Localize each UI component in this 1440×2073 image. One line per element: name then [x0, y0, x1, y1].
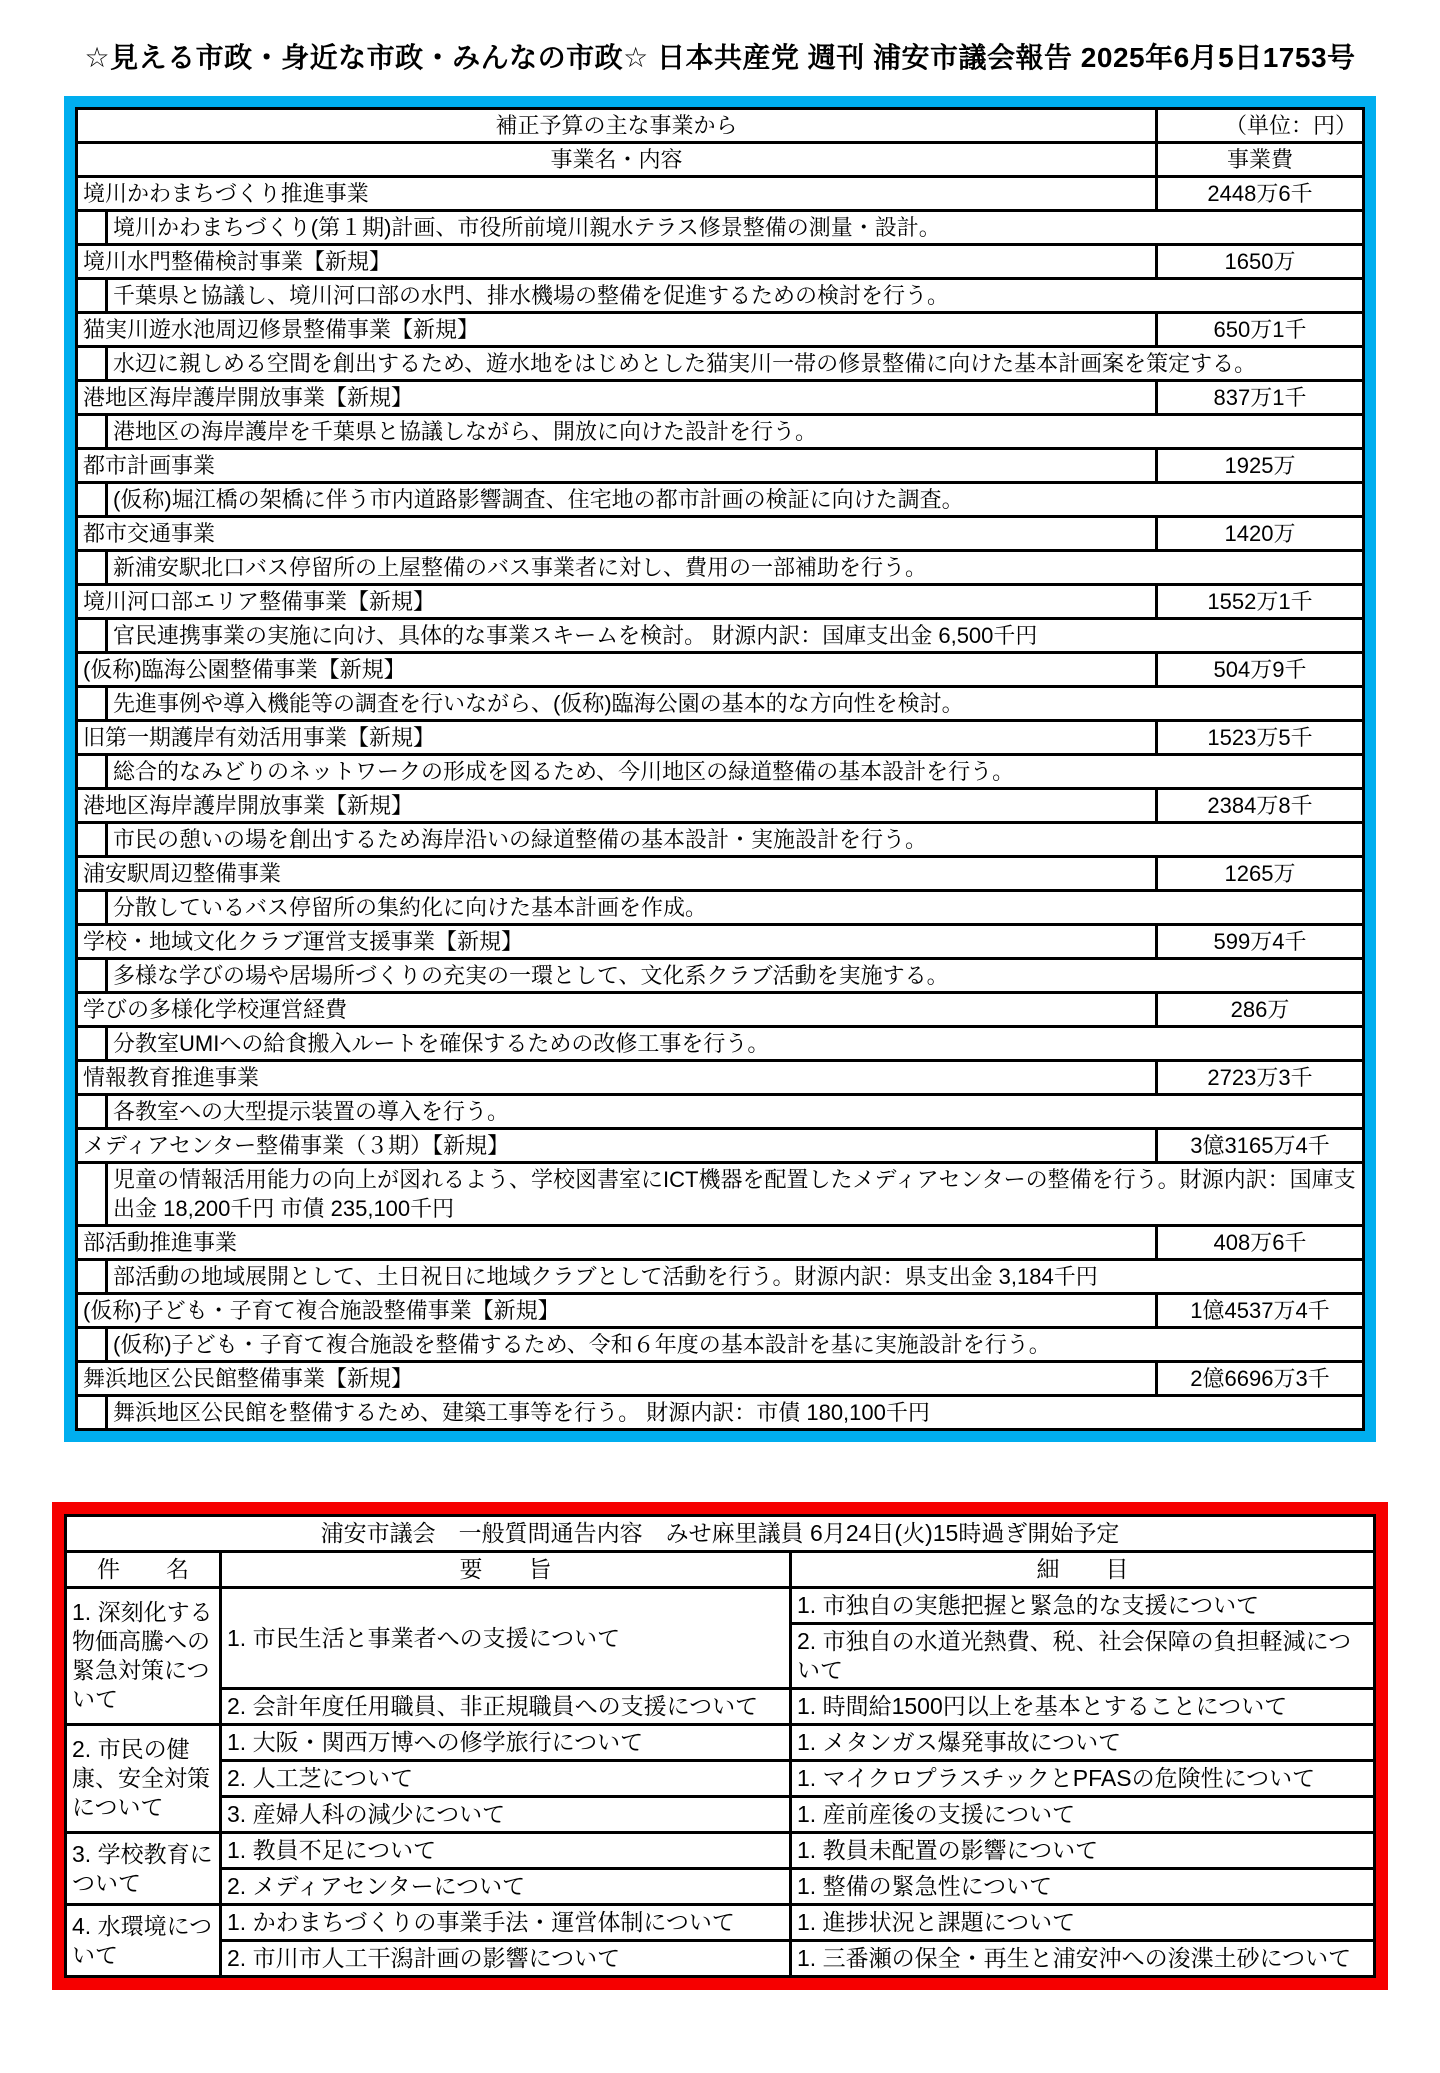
project-description: 官民連携事業の実施に向け、具体的な事業スキームを検討。 財源内訳：国庫支出金 6,500千円	[107, 619, 1364, 653]
project-description: (仮称)子ども・子育て複合施設を整備するため、令和６年度の基本設計を基に実施設計を行う。	[107, 1328, 1364, 1362]
project-cost: 2448万6千	[1157, 177, 1364, 211]
project-name: 学びの多様化学校運営経費	[77, 993, 1157, 1027]
project-cost: 650万1千	[1157, 313, 1364, 347]
question-summary: 1. 教員不足について	[221, 1833, 791, 1869]
indent-cell	[77, 347, 107, 381]
project-cost: 1552万1千	[1157, 585, 1364, 619]
project-description: (仮称)堀江橋の架橋に伴う市内道路影響調査、住宅地の都市計画の検証に向けた調査。	[107, 483, 1364, 517]
question-subject: 4. 水環境について	[66, 1905, 221, 1977]
budget-project-name-row	[77, 517, 1364, 551]
budget-name-header: 事業名・内容	[77, 143, 1157, 177]
questions-subject-header: 件 名	[66, 1552, 221, 1588]
budget-project-desc-row	[77, 1328, 1364, 1362]
question-row	[66, 1689, 1375, 1725]
project-name: 都市交通事業	[77, 517, 1157, 551]
project-description: 分教室UMIへの給食搬入ルートを確保するための改修工事を行う。	[107, 1027, 1364, 1061]
budget-project-desc-row	[77, 959, 1364, 993]
project-name: 浦安駅周辺整備事業	[77, 857, 1157, 891]
budget-unit-label: （単位：円）	[1157, 109, 1364, 143]
budget-project-desc-row	[77, 551, 1364, 585]
project-name: 学校・地域文化クラブ運営支援事業【新規】	[77, 925, 1157, 959]
budget-table-body	[77, 177, 1364, 1430]
question-detail: 1. 整備の緊急性について	[791, 1869, 1375, 1905]
indent-cell	[77, 1095, 107, 1129]
question-detail: 1. マイクロプラスチックとPFASの危険性について	[791, 1761, 1375, 1797]
question-subject: 2. 市民の健康、安全対策について	[66, 1725, 221, 1833]
budget-project-name-row	[77, 585, 1364, 619]
project-cost: 1523万5千	[1157, 721, 1364, 755]
question-subject: 3. 学校教育について	[66, 1833, 221, 1905]
question-detail: 1. メタンガス爆発事故について	[791, 1725, 1375, 1761]
project-cost: 2億6696万3千	[1157, 1362, 1364, 1396]
indent-cell	[77, 1027, 107, 1061]
project-cost: 1億4537万4千	[1157, 1294, 1364, 1328]
project-description: 総合的なみどりのネットワークの形成を図るため、今川地区の緑道整備の基本設計を行う。	[107, 755, 1364, 789]
question-detail: 1. 進捗状況と課題について	[791, 1905, 1375, 1941]
budget-project-name-row	[77, 789, 1364, 823]
budget-project-name-row	[77, 721, 1364, 755]
question-detail: 2. 市独自の水道光熱費、税、社会保障の負担軽減について	[791, 1624, 1375, 1689]
questions-table-title: 浦安市議会 一般質問通告内容 みせ麻里議員 6月24日(火)15時過ぎ開始予定	[66, 1516, 1375, 1552]
question-summary: 1. 大阪・関西万博への修学旅行について	[221, 1725, 791, 1761]
indent-cell	[77, 211, 107, 245]
project-name: (仮称)臨海公園整備事業【新規】	[77, 653, 1157, 687]
project-name: メディアセンター整備事業（３期）【新規】	[77, 1129, 1157, 1163]
question-detail: 1. 市独自の実態把握と緊急的な支援について	[791, 1588, 1375, 1624]
indent-cell	[77, 279, 107, 313]
question-summary: 2. 会計年度任用職員、非正規職員への支援について	[221, 1689, 791, 1725]
budget-project-name-row	[77, 177, 1364, 211]
budget-project-name-row	[77, 993, 1364, 1027]
project-description: 境川かわまちづくり(第１期)計画、市役所前境川親水テラス修景整備の測量・設計。	[107, 211, 1364, 245]
question-row	[66, 1905, 1375, 1941]
budget-project-desc-row	[77, 1027, 1364, 1061]
budget-cost-header: 事業費	[1157, 143, 1364, 177]
indent-cell	[77, 619, 107, 653]
questions-title-row	[66, 1516, 1375, 1552]
questions-table-body	[66, 1588, 1375, 1977]
project-description: 新浦安駅北口バス停留所の上屋整備のバス事業者に対し、費用の一部補助を行う。	[107, 551, 1364, 585]
project-description: 部活動の地域展開として、土日祝日に地域クラブとして活動を行う。財源内訳：県支出金 3,184千円	[107, 1260, 1364, 1294]
project-cost: 1265万	[1157, 857, 1364, 891]
indent-cell	[77, 483, 107, 517]
question-row	[66, 1761, 1375, 1797]
budget-project-desc-row	[77, 1260, 1364, 1294]
project-cost: 408万6千	[1157, 1226, 1364, 1260]
project-cost: 286万	[1157, 993, 1364, 1027]
questions-table	[64, 1514, 1376, 1978]
indent-cell	[77, 415, 107, 449]
budget-project-desc-row	[77, 211, 1364, 245]
budget-project-desc-row	[77, 1095, 1364, 1129]
project-cost: 837万1千	[1157, 381, 1364, 415]
question-row	[66, 1833, 1375, 1869]
question-summary: 1. 市民生活と事業者への支援について	[221, 1588, 791, 1689]
budget-project-name-row	[77, 313, 1364, 347]
question-row	[66, 1797, 1375, 1833]
indent-cell	[77, 755, 107, 789]
indent-cell	[77, 1396, 107, 1430]
questions-detail-header: 細 目	[791, 1552, 1375, 1588]
project-name: 都市計画事業	[77, 449, 1157, 483]
project-description: 分散しているバス停留所の集約化に向けた基本計画を作成。	[107, 891, 1364, 925]
project-cost: 2723万3千	[1157, 1061, 1364, 1095]
newsletter-page	[0, 36, 1440, 1990]
question-detail: 1. 時間給1500円以上を基本とすることについて	[791, 1689, 1375, 1725]
question-row	[66, 1869, 1375, 1905]
question-row	[66, 1725, 1375, 1761]
indent-cell	[77, 959, 107, 993]
indent-cell	[77, 1260, 107, 1294]
project-cost: 1925万	[1157, 449, 1364, 483]
questions-summary-header: 要 旨	[221, 1552, 791, 1588]
budget-project-name-row	[77, 925, 1364, 959]
project-name: 情報教育推進事業	[77, 1061, 1157, 1095]
project-name: 港地区海岸護岸開放事業【新規】	[77, 381, 1157, 415]
project-name: (仮称)子ども・子育て複合施設整備事業【新規】	[77, 1294, 1157, 1328]
question-detail: 1. 産前産後の支援について	[791, 1797, 1375, 1833]
question-summary: 2. 人工芝について	[221, 1761, 791, 1797]
indent-cell	[77, 823, 107, 857]
budget-header-row	[77, 143, 1364, 177]
indent-cell	[77, 551, 107, 585]
project-name: 港地区海岸護岸開放事業【新規】	[77, 789, 1157, 823]
budget-project-desc-row	[77, 891, 1364, 925]
budget-project-desc-row	[77, 1163, 1364, 1226]
question-detail: 1. 教員未配置の影響について	[791, 1833, 1375, 1869]
project-description: 水辺に親しめる空間を創出するため、遊水地をはじめとした猫実川一帯の修景整備に向けた基本計画案を策定する。	[107, 347, 1364, 381]
budget-project-name-row	[77, 1061, 1364, 1095]
indent-cell	[77, 891, 107, 925]
project-description: 各教室への大型提示装置の導入を行う。	[107, 1095, 1364, 1129]
budget-project-desc-row	[77, 279, 1364, 313]
budget-project-desc-row	[77, 823, 1364, 857]
budget-title-row	[77, 109, 1364, 143]
questions-table-frame	[52, 1502, 1388, 1990]
question-subject: 1. 深刻化する物価高騰への緊急対策について	[66, 1588, 221, 1725]
budget-project-desc-row	[77, 415, 1364, 449]
budget-project-name-row	[77, 381, 1364, 415]
budget-project-name-row	[77, 1129, 1364, 1163]
budget-project-name-row	[77, 449, 1364, 483]
question-summary: 2. 市川市人工干潟計画の影響について	[221, 1941, 791, 1977]
question-row	[66, 1588, 1375, 1624]
project-description: 市民の憩いの場を創出するため海岸沿いの緑道整備の基本設計・実施設計を行う。	[107, 823, 1364, 857]
budget-project-desc-row	[77, 687, 1364, 721]
project-description: 港地区の海岸護岸を千葉県と協議しながら、開放に向けた設計を行う。	[107, 415, 1364, 449]
project-name: 境川河口部エリア整備事業【新規】	[77, 585, 1157, 619]
budget-project-name-row	[77, 653, 1364, 687]
budget-project-desc-row	[77, 1396, 1364, 1430]
indent-cell	[77, 1163, 107, 1226]
budget-project-name-row	[77, 245, 1364, 279]
budget-project-desc-row	[77, 483, 1364, 517]
budget-project-name-row	[77, 1362, 1364, 1396]
page-header: ☆見える市政・身近な市政・みんなの市政☆ 日本共産党 週刊 浦安市議会報告 2025年6月5日1753号	[84, 42, 1356, 73]
project-description: 多様な学びの場や居場所づくりの充実の一環として、文化系クラブ活動を実施する。	[107, 959, 1364, 993]
project-cost: 3億3165万4千	[1157, 1129, 1364, 1163]
project-name: 境川水門整備検討事業【新規】	[77, 245, 1157, 279]
project-description: 千葉県と協議し、境川河口部の水門、排水機場の整備を促進するための検討を行う。	[107, 279, 1364, 313]
project-name: 旧第一期護岸有効活用事業【新規】	[77, 721, 1157, 755]
budget-table	[75, 107, 1365, 1431]
question-summary: 1. かわまちづくりの事業手法・運営体制について	[221, 1905, 791, 1941]
project-description: 先進事例や導入機能等の調査を行いながら、(仮称)臨海公園の基本的な方向性を検討。	[107, 687, 1364, 721]
project-name: 境川かわまちづくり推進事業	[77, 177, 1157, 211]
project-name: 猫実川遊水池周辺修景整備事業【新規】	[77, 313, 1157, 347]
project-name: 部活動推進事業	[77, 1226, 1157, 1260]
budget-project-name-row	[77, 857, 1364, 891]
project-description: 舞浜地区公民館を整備するため、建築工事等を行う。 財源内訳：市債 180,100千円	[107, 1396, 1364, 1430]
project-cost: 1420万	[1157, 517, 1364, 551]
budget-project-name-row	[77, 1294, 1364, 1328]
questions-header-row	[66, 1552, 1375, 1588]
indent-cell	[77, 1328, 107, 1362]
budget-project-desc-row	[77, 619, 1364, 653]
budget-table-title: 補正予算の主な事業から	[77, 109, 1157, 143]
budget-project-desc-row	[77, 755, 1364, 789]
project-cost: 599万4千	[1157, 925, 1364, 959]
project-cost: 2384万8千	[1157, 789, 1364, 823]
budget-project-desc-row	[77, 347, 1364, 381]
project-cost: 1650万	[1157, 245, 1364, 279]
project-name: 舞浜地区公民館整備事業【新規】	[77, 1362, 1157, 1396]
project-cost: 504万9千	[1157, 653, 1364, 687]
question-detail: 1. 三番瀬の保全・再生と浦安沖への浚渫土砂について	[791, 1941, 1375, 1977]
budget-project-name-row	[77, 1226, 1364, 1260]
budget-table-frame	[64, 96, 1376, 1442]
question-summary: 3. 産婦人科の減少について	[221, 1797, 791, 1833]
indent-cell	[77, 687, 107, 721]
project-description: 児童の情報活用能力の向上が図れるよう、学校図書室にICT機器を配置したメディアセンターの整備を行う。財源内訳：国庫支出金 18,200千円 市債 235,100千円	[107, 1163, 1364, 1226]
question-row	[66, 1941, 1375, 1977]
question-summary: 2. メディアセンターについて	[221, 1869, 791, 1905]
